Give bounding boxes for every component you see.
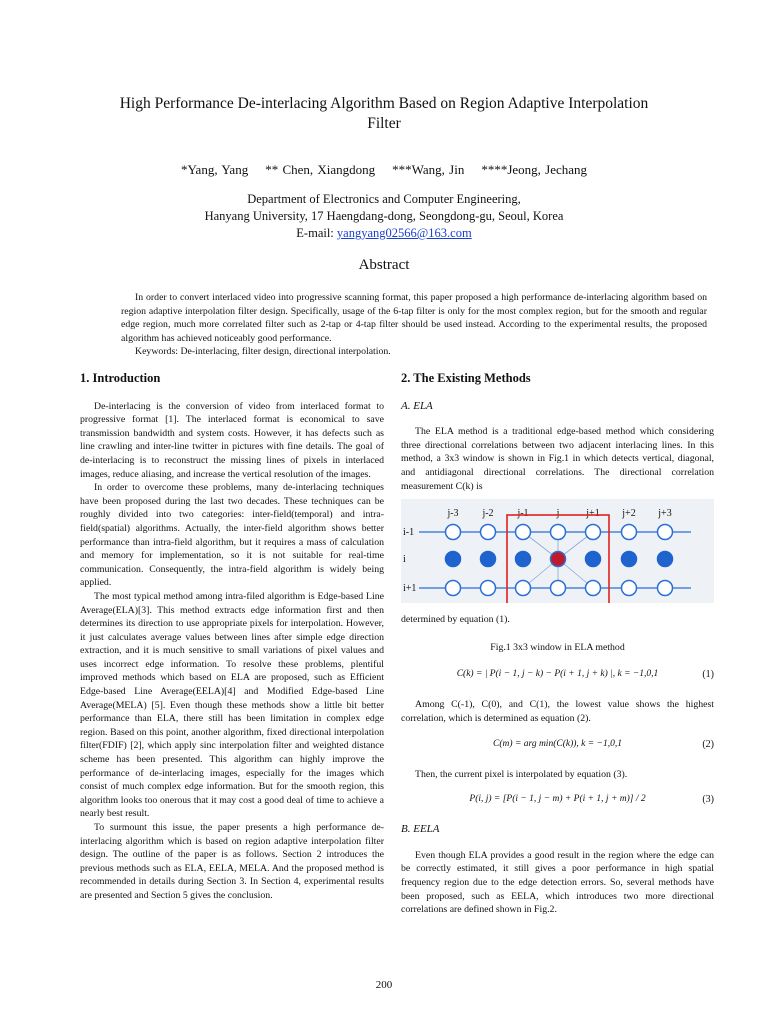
abstract-body xyxy=(121,291,707,359)
column-label: j-2 xyxy=(482,508,494,520)
missing-pixel xyxy=(481,552,496,567)
affiliation-block xyxy=(110,191,658,242)
column-label: j xyxy=(556,508,560,520)
row-label: i+1 xyxy=(403,583,417,595)
column-label: j+1 xyxy=(586,508,600,520)
known-pixel xyxy=(586,581,601,596)
intro-heading: 1. Introduction xyxy=(80,371,161,385)
eela-paragraph-1: Even though ELA provides a good result in the region where the edge can be correctly estimated, it still gives a poor performance in high spatial frequency region due to the edge detection errors. So, several methods have been proposed, such as EELA, which introduces two more directional correlations are defined shown in Fig.2. xyxy=(401,849,714,916)
equation-1-number: (1) xyxy=(702,669,714,681)
equation-1 xyxy=(401,668,714,688)
missing-pixel xyxy=(586,552,601,567)
ela-paragraph-2: Among C(-1), C(0), and C(1), the lowest value shows the highest correlation, which is determined as equation (2). xyxy=(401,699,714,724)
known-pixel xyxy=(586,525,601,540)
abstract-heading: Abstract xyxy=(358,257,410,273)
known-pixel xyxy=(446,525,461,540)
missing-pixel xyxy=(658,552,673,567)
email-link[interactable]: yangyang02566@163.com xyxy=(336,226,472,240)
known-pixel xyxy=(622,581,637,596)
equation-2 xyxy=(401,738,714,758)
known-pixel xyxy=(516,525,531,540)
equation-2-body: C(m) = arg min(C(k)), k = −1,0,1 xyxy=(493,738,622,749)
email-prefix: E-mail: xyxy=(296,226,337,240)
column-label: j+2 xyxy=(622,508,636,520)
known-pixel xyxy=(551,581,566,596)
keywords: Keywords: De-interlacing, filter design, directional interpolation. xyxy=(135,346,391,358)
ela-window-diagram xyxy=(401,499,714,603)
known-pixel xyxy=(446,581,461,596)
known-pixel xyxy=(481,525,496,540)
equation-2-number: (2) xyxy=(702,738,714,750)
missing-pixel xyxy=(622,552,637,567)
known-pixel xyxy=(551,525,566,540)
affiliation-line-2: Hanyang University, 17 Haengdang-dong, Seongdong-gu, Seoul, Korea xyxy=(204,209,564,223)
missing-pixel xyxy=(446,552,461,567)
ela-window-figure xyxy=(401,499,714,603)
row-label: i xyxy=(403,554,406,566)
email-line xyxy=(110,225,658,242)
known-pixel xyxy=(658,581,673,596)
intro-paragraph-1: De-interlacing is the conversion of video from interlaced format to progressive format [1]. The interlaced format is economical to save transmission bandwidth and system costs. However, it has defects such as line crawling and inter-line twitter in pictures with fine details. The goal of de-interlacing is to reconstruct the missing lines of pixels in interlaced images, reduce aliasing, and increase the vertical resolution of the images. xyxy=(80,400,384,480)
right-column xyxy=(401,372,714,917)
figure-caption: Fig.1 3x3 window in ELA method xyxy=(490,641,625,653)
equation-3-body: P(i, j) = [P(i − 1, j − m) + P(i + 1, j + m)] / 2 xyxy=(469,794,646,805)
intro-paragraph-2: In order to overcome these problems, many de-interlacing techniques have been proposed during the last two decades. These techniques can be roughly divided into two categories: inter-field(temporal) and intra-field(spatial) algorithms. Actually, the inter-field algorithm shows better performance than intra-field algorithm, but it requires a mass of calculation and memory for implementation, so it is not suitable for real-time communication. Consequently, the intra-field algorithm is widely being applied. xyxy=(80,482,384,589)
existing-methods-heading: 2. The Existing Methods xyxy=(401,371,531,385)
intro-paragraph-3: The most typical method among intra-filed algorithm is Edge-based Line Average(ELA)[3]. This method extracts edge information first and then determines its direction to use appropriate pixels for interpolation. However, it just calculates average values between lines after simple edge direction extraction, and it is much sensitive to small variations of pixel values and uses incorrect edge information. To resolve these problems, plentiful improved methods which based on ELA are proposed, such as Efficient Edge-based Line Average(EELA)[4] and Modified Edge-based Line Average(MELA) [5]. Even though these methods show a little bit better performance than ELA, there still has been limitation in complex edge region. Based on this point, another algorithm, fixed directional interpolation filter(FDIF) [2], which apply sinc interpolation filter and weighted distance scheme has been presented. This algorithm can highly improve the performance of de-interlacing images, especially for the images which consist of much complex edge information. But for the smooth region, this algorithm looks too onerous that it may cost a good deal of time to achieve a nearly best result. xyxy=(80,590,384,820)
missing-pixel xyxy=(516,552,531,567)
equation-3 xyxy=(401,793,714,813)
known-pixel xyxy=(658,525,673,540)
abstract-text: In order to convert interlaced video into progressive scanning format, this paper proposed a high performance de-interlacing algorithm based on region adaptive interpolation filter design. Specifically, usage of the 6-tap filter is only for the most complex region, but for the smooth and regular edge region, much more correlated filter such as 2-tap or 4-tap filter should be used instead. According to the experimental results, the proposed algorithm has achieved noticeably good performance. xyxy=(121,292,707,344)
intro-paragraph-4: To surmount this issue, the paper presents a high performance de-interlacing algorithm which is based on region adaptive interpolation filter design. The outline of the paper is as follows. Section 2 introduces the previous methods such as ELA, EELA, MELA. And the proposed method is recommended in details during Section 3. In Section 4, experimental results are presented and Section 5 gives the conclusion. xyxy=(80,822,384,901)
row-label: i-1 xyxy=(403,527,415,539)
column-label: j-3 xyxy=(447,508,459,520)
ela-paragraph-1: The ELA method is a traditional edge-based method which considering three directional correlations between two adjacent interlacing lines. In this method, a 3x3 window is shown in Fig.1 in which detects vertical, diagonal, and antidiagonal directional correlations. The directional correlation measurement C(k) is xyxy=(401,426,714,492)
known-pixel xyxy=(481,581,496,596)
known-pixel xyxy=(516,581,531,596)
target-pixel xyxy=(551,552,566,567)
left-column xyxy=(80,372,384,903)
page-number: 200 xyxy=(375,979,393,991)
affiliation-line-1: Department of Electronics and Computer Engineering, xyxy=(247,192,521,206)
known-pixel xyxy=(622,525,637,540)
column-label: j-1 xyxy=(517,508,529,520)
author-list: *Yang, Yang ** Chen, Xiangdong ***Wang, Jin ****Jeong, Jechang xyxy=(180,162,588,177)
ela-paragraph-1-cont: determined by equation (1). xyxy=(401,614,510,626)
paper-title: High Performance De-interlacing Algorithm Based on Region Adaptive Interpolation Filter xyxy=(119,95,649,132)
column-label: j+3 xyxy=(658,508,672,520)
equation-3-number: (3) xyxy=(702,794,714,806)
eela-subheading: B. EELA xyxy=(401,823,440,836)
ela-subheading: A. ELA xyxy=(401,399,433,412)
equation-1-body: C(k) = | P(i − 1, j − k) − P(i + 1, j + k) |, k = −1,0,1 xyxy=(456,669,659,680)
ela-paragraph-3: Then, the current pixel is interpolated by equation (3). xyxy=(415,768,628,780)
